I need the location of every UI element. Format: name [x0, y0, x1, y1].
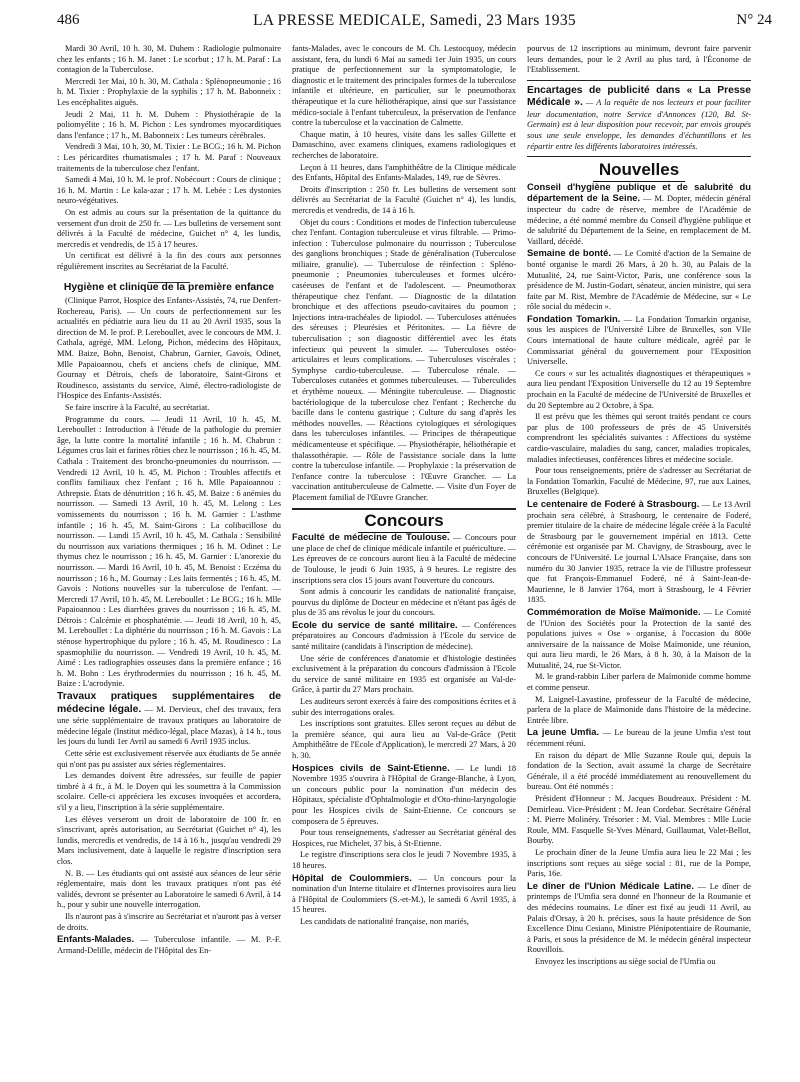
- paragraph: Mardi 30 Avril, 10 h. 30, M. Duhem : Radiologie pulmonaire chez les enfants ; 16 h. M. Janet : Le scorbut ; 17 h. M. Paraf : La contagion de la Tuberculose.: [57, 44, 281, 75]
- article-heading: Conseil d'hygiène publique et de salubrité du département de la Seine.: [527, 180, 751, 204]
- paragraph: Les demandes doivent être adressées, sur feuille de papier timbré à 4 fr., à M. le Doyen qui les soumettra à la Commission scolaire. Celle-ci appréciera les excuses invoquées et accordera, s'il y a lieu, l'inscription à la série supplémentaire.: [57, 771, 281, 812]
- paragraph: Cette série est exclusivement réservée aux étudiants de 5e année qui n'ont pas pu assister aux séries réglementaires.: [57, 749, 281, 769]
- article-body: — Le Comité d'action de la Semaine de bonté organise le mardi 26 Mars, à 20 h. 30, au Palais de la Mutualité, 24, rue Saint-Victor, Paris, une conférence sous la présidence de M. Justin-Godart, sénateur, ancien ministre, qui sera faite par M. Rist, Membre de l'Académie de Médecine, sur « Le rôle social du médecin ».: [527, 249, 751, 312]
- article-heading: Hygiène et clinique de la première enfance: [63, 282, 275, 294]
- paragraph: Programme du cours. — Jeudi 11 Avril, 10 h. 45, M. Lereboullet : Introduction à l'étude de la pathologie du premier âge, la lutte contre la mortalité infantile ; 16 h. M. Chabrun : Légumes crus lait et farines rôties chez le nourrisson ; 16 h. 45, M. Cathala : Traitement des broncho-pneumonies du nourrisson. — Vendredi 12 Avril, 10 h. 45, M. Pichon : Troubles affectifs et conflits familiaux chez l'enfant ; 16 h. Mlle Papaioannou : Athrepsie. États de dénutrition ; 16 h. 45, M. Baize : 6 anémies du nourrisson. — Samedi 13 Avril, 10 h. 45, M. Lelong : Les vomissements du nourrisson ; 16 h. M. Garnier : L'asthme infantile ; 16 h. 45, M. Saint-Girons : La colibacillose du nourrisson. — Lundi 15 Avril, 10 h. 45, M. Cathala : Sensibilité du nourrisson aux variations thermiques ; 16 h. M. Odinet : Le thymus chez le nourrisson ; 16 h. 45, M. Garnier : L'anorexie du nourrisson. — Mardi 16 Avril, 10 h. 45, M. Benoist : Eczéma du nourrisson ; 16 h., M. Gournay : Les laits fermentés ; 16 h. 45, M. Gavois : Notions nouvelles sur la tuberculose de l'enfant. — Mercredi 17 Avril, 10 h. 45, M. Lereboullet : Le BCG.; 16 h. Mlle Papaioannou : Les diarrhées graves du nourrisson ; 16 h. 45, M. Détrois : Calcémie et phosphatémie. — Jeudi 18 Avril, 10 h. 45, M. Lereboullet : La diphtérie du nourrisson ; 16 h. M. Gavois : La sténose hypertrophique du pylore ; 16 h. 45, M. Roudinesco : La spasmophilie du nourrisson. — Vendredi 19 Avril, 10 h. 45, M. Aimé : Les radiographies osseuses dans la première enfance ; 16 h. M. Bohn : Les érythrodermies du nourrisson ; 16 h. 45, M. Baize : L'acrodynie.: [57, 414, 281, 689]
- article-heading: Ecole du service de santé militaire.: [292, 618, 458, 630]
- notice-title: Encartages de publicité dans « La Presse Médicale ».: [527, 84, 751, 109]
- article-body: — Tuberculose infantile. — M. P.-F. Armand-Delille, médecin de l'Hôpital des En-: [57, 935, 281, 955]
- paragraph: Ils n'auront pas à s'inscrire au Secrétariat et n'auront pas à verser de droits.: [57, 911, 281, 932]
- paragraph: Objet du cours : Conditions et modes de l'infection tuberculeuse chez l'enfant. Contagion tuberculeuse et virus filtrable. — Primo-infection : Tuberculose pulmonaire du nourrisson ; Tuberculose des ganglions bronchiques ; Stade de généralisation (Tuberculose miliaire, granulie). — Tuberculose de réinfection : Spléno-pneumonie ; Pneumonies tuberculeuses et formes ulcéro-caséeuses de l'enfant et de l'adolescent. — Pneumothorax thérapeutique chez l'enfant. — Diagnostic de la dilatation bronchique et des affections pseudo-cavitaires du poumon ; Injections intra-trachéales de lipiodol. — Tuberculoses atténuées des séreuses ; Pleurésies et Péritonites. — La fièvre de tuberculisation ; son diagnostic différentiel avec les états infectieux qui peuvent la simuler. — Tuberculoses ostéo-articulaires et leurs complications. — Tuberculoses viscérales ; Symphyse cardio-tuberculeuse. — Tuberculose rénale. — Tuberculoses cutanées et gommes tuberculeuses. — Tuberculides et érythème noueux. — Méningite tuberculeuse. — Diagnostic bactériologique de la tuberculose chez l'enfant ; Recherche du bacille dans le contenu gastrique ; Culture du sang d'après les méthodes nouvelles. — Réactions cytologiques et sérologiques dans les tuberculoses infantiles. — Principes de thérapeutique médicamenteuse et spécifique. — Physiothérapie, héliothérapie et thalassothérapie. — Rôle de l'assistance sociale dans la lutte contre la tuberculose infantile. — Prophylaxie : la préservation de l'enfance contre la tuberculose : l'Œuvre Grancher. — La vaccination antituberculeuse de Calmette. — Visite d'un Foyer de Placement familial de l'Œuvre Grancher.: [292, 217, 516, 502]
- article-body: — M. Dopter, médecin général inspecteur du cadre de réserve, membre de l'Académie de médecine, a été nommé membre du Conseil d'hygiène publique et de salubrité du Département de la Seine, en remplacement de M. Vaillard, décédé.: [527, 194, 751, 246]
- paragraph: Sont admis à concourir les candidats de nationalité française, pourvus du diplôme de Docteur en médecine et n'étant pas âgés de plus de 35 ans révolus le jour du concours.: [292, 587, 516, 618]
- article-heading: Hôpital de Coulommiers.: [292, 871, 412, 883]
- paragraph: Envoyez les inscriptions au siège social de l'Umfia ou: [535, 956, 716, 966]
- article-body: — Le bureau de la jeune Umfia s'est tout récemment réuni.: [527, 728, 751, 749]
- paragraph: On est admis au cours sur la présentation de la quittance du versement d'un droit de 250 fr. — Les bulletins de versement sont délivrés à la Faculté de médecine, Guichet n° 4, les lundis, mercredis et vendredis, de 15 à 17 heures.: [57, 207, 281, 249]
- article-body: — Concours pour une place de chef de clinique médicale infantile et puériculture. — Les épreuves de ce concours auront lieu à la Faculté de médecine de Toulouse, le jeudi 6 Juin 1935, à 9 heures. Le registre des inscriptions sera clos 15 jours avant l'ouverture du concours.: [292, 533, 516, 585]
- article-body: — Conférences préparatoires au Concours d'admission à l'Ecole du service de santé militaire (candidats à l'inscription de médecine).: [292, 620, 516, 652]
- article-heading: Enfants-Malades.: [57, 933, 135, 945]
- paragraph: En raison du départ de Mlle Suzanne Roule qui, depuis la fondation de la Section, avait assumé la charge de Secrétaire Générale, il a été procédé immédiatement au renouvellement du bureau. Ont été nommés :: [527, 750, 751, 792]
- paragraph: Pour tous renseignements, prière de s'adresser au Secrétariat de la Fondation Tomarkin, Faculté de Médecine, 97, rue aux Laines, Bruxelles (Belgique).: [527, 466, 751, 497]
- notice-body: — A la requête de nos lecteurs et pour faciliter leur documentation, notre Service d'Annonces (120, Bd. St-Germain) est à leur disposition pour recevoir, par envois groupés sous une seule enveloppe, les demandes d'échantillons et les répartir entre les différents laboratoires intéressés.: [527, 98, 751, 151]
- article: [527, 881, 751, 956]
- section-title-nouvelles: Nouvelles: [527, 165, 751, 176]
- article-body: — Le dîner de printemps de l'Umfia sera donné en l'honneur de la Roumanie et des médecins roumains. Le dîner est fixé au jeudi 11 Avril, au Palais d'Orsay, à 20 h. précises, sous la haute présidence de Son Excellence Dinu Cesiano, Ministre Plénipotentiaire de Roumanie, à Paris, et sous la présidence de M. le médecin général inspecteur Rouvillois.: [527, 881, 751, 955]
- article-heading: Le centenaire de Foderé à Strasbourg.: [527, 497, 700, 509]
- paragraph: Une série de conférences d'anatomie et d'histologie destinées exclusivement à la préparation du concours d'admission à l'Ecole du service de santé militaire en 1935 est organisée au Val-de-Grâce, à partir du 27 Mars prochain.: [292, 653, 516, 695]
- article: [527, 607, 751, 672]
- column-1: [57, 44, 281, 1074]
- paragraph: Le prochain dîner de la Jeune Umfia aura lieu le 22 Mai ; les inscriptions sont reçues au siège social : 81, rue de la Pompe, Paris, 16e.: [527, 847, 751, 879]
- paragraph: Se faire inscrire à la Faculté, au secrétariat.: [65, 403, 210, 412]
- article-body: — Un concours pour la nomination d'un Interne titulaire et d'Internes provisoires aura lieu à l'Hôpital de Coulommiers (S.-et-M.), le samedi 6 Avril 1935, à 15 heures.: [292, 873, 516, 915]
- rule: [292, 508, 516, 510]
- article-heading: Hospices civils de Saint-Etienne.: [292, 761, 450, 773]
- article: [527, 499, 751, 606]
- paragraph: Un certificat est délivré à la fin des cours aux personnes régulièrement inscrites au Secrétariat de la Faculté.: [57, 251, 281, 271]
- article: [527, 314, 751, 368]
- page-number: 486: [57, 12, 80, 28]
- article-heading: Faculté de médecine de Toulouse.: [292, 531, 450, 543]
- advertising-notice-box: [527, 80, 751, 157]
- paragraph: pourvus de 12 inscriptions au minimum, devront faire parvenir leurs demandes, pour le 2 Avril au plus tard, à l'Économe de l'Etablissement.: [527, 44, 751, 75]
- paragraph: M. Laignel-Lavastine, professeur de la Faculté de médecine, parlera de la place de Maïmonide dans l'histoire de la médecine. Entrée libre.: [527, 694, 751, 725]
- article-body: — Le lundi 18 Novembre 1935 s'ouvrira à l'Hôpital de Grange-Blanche, à Lyon, un concours public pour la nomination d'un médecin des Hôpitaux, spécialiste d'Ophtalmologie et d'Oto-rhino-laryngologie pour les Hospices civils de Saint-Etienne. Ce concours se composera de 5 épreuves.: [292, 763, 516, 826]
- article-body: — M. Dervieux, chef des travaux, fera une série supplémentaire de travaux pratiques au laboratoire de médecine légale (Institut médico-légal, place Mazas), à 14 h., tous les jours du lundi 1er Avril au samedi 6 Avril 1935 inclus.: [57, 704, 281, 747]
- article: [57, 691, 281, 748]
- article: [292, 532, 516, 586]
- paragraph: Ce cours « sur les actualités diagnostiques et thérapeutiques » aura lieu pendant l'Exposition Universelle du 12 au 19 Septembre prochain en la Faculté de médecine de l'Université de Bruxelles et du 20 Septembre au 2 Octobre, à Spa.: [527, 368, 751, 410]
- paragraph: Il est prévu que les thèmes qui seront traités pendant ce cours par plus de 100 professeurs de près de 45 Universités comprendront les spécialités suivantes : Affections du système cardio-vasculaire, maladies du sang, cancer, maladies tropicales, maladies infectieuses, conférences libres et médecine sociale.: [527, 412, 751, 464]
- paragraph: Chaque matin, à 10 heures, visite dans les salles Gillette et Damaschino, avec examens cliniques, examens radiologiques et recherches de laboratoire.: [292, 129, 516, 160]
- paragraph: Le registre d'inscriptions sera clos le jeudi 7 Novembre 1935, à 18 heures.: [292, 850, 516, 870]
- paragraph: fants-Malades, avec le concours de M. Ch. Lestocquoy, médecin assistant, fera, du lundi 6 Mai au samedi 1er Juin 1935, un cours pratique de perfectionnement sur la symptomatologie, le diagnostic et le traitement des principales formes de la tuberculose infantile et ultérieure, en particulier, sur le pneumothorax thérapeutique et la cure héliothérapique, ainsi que sur l'assistance médico-sociale à l'enfant tuberculeux, la préservation de l'enfance contre la tuberculose et la vaccination de Calmette.: [292, 44, 516, 128]
- paragraph: Droits d'inscription : 250 fr. Les bulletins de versement sont délivrés au Secrétariat de la Faculté (Guichet n° 4), les lundis, mercredis et vendredis, de 14 à 16 h.: [292, 184, 516, 215]
- paragraph: M. le grand-rabbin Liber parlera de Maïmonide comme homme et comme penseur.: [527, 672, 751, 693]
- paragraph: (Clinique Parrot, Hospice des Enfants-Assistés, 74, rue Denfert-Rochereau, Paris). — Un cours de perfectionnement sur les actualités en pédiatrie aura lieu du 11 au 20 Avril 1935, sous la direction de M. le prof. P. Lereboullet, avec le concours de MM. J. Cathala, agrégé, MM. Lelong, Pichon, médecins des Hôpitaux, MM. Baize, Bohn, Benoist, Chabrun, Garnier, Gavois, Odinet, Mlle Papaioannou, chefs et anciens chefs de clinique, MM. Gournay et Détrois, chefs de laboratoire, Saint-Girons et Roudinesco, assistants du service, Aimé, électro-radiologiste de l'Hospice des Enfants-Assistés.: [57, 296, 281, 401]
- publication-title: LA PRESSE MEDICALE, Samedi, 23 Mars 1935: [253, 12, 576, 29]
- column-2: [292, 44, 516, 1074]
- article-body: — La Fondation Tomarkin organise, sous les auspices de l'Université Libre de Bruxelles, son VIIe Cours international de haute culture médicale, agréé par le Commissariat général du gouvernement pour l'Exposition Universelle.: [527, 314, 751, 367]
- article-body: — Le 13 Avril prochain sera célébré, à Strasbourg, le centenaire de Foderé, premier titulaire de la chaire de médecine légale créée à la Faculté de Strasbourg par le gouvernement impérial en 1813. Cette cérémonie est organisée par M. Chavigny, de Strasbourg, avec le concours de l'Université. Le journal L'Alsace Française, dans son numéro du 30 Janvier 1935, retrace la vie de l'illustre professeur que fut François-Emmanuel Foderé, né à Saint-Jean-de-Maurienne, le 8 Janvier 1764, mort à Strasbourg, le 4 Février 1835.: [527, 499, 751, 605]
- article: [292, 873, 516, 916]
- paragraph: N. B. — Les étudiants qui ont assisté aux séances de leur série réglementaire, mais dont les travaux pratiques n'ont pas été validés, devront se présenter au Laboratoire le samedi 6 Avril, à 14 h., pour y subir une nouvelle interrogation.: [57, 868, 281, 910]
- article: [292, 620, 516, 653]
- paragraph: Les élèves verseront un droit de laboratoire de 100 fr. en s'inscrivant, après autorisation, au Secrétariat (Guichet n° 4), les lundis, mercredis et vendredis, de 14 à 16 h., jusqu'au vendredi 29 Mars inclusivement, date à laquelle le registre d'inscription sera clos.: [57, 814, 281, 866]
- article-heading: Semaine de bonté.: [527, 247, 611, 259]
- paragraph: Les candidats de nationalité française, non mariés,: [300, 916, 469, 926]
- paragraph: Les inscriptions sont gratuites. Elles seront reçues au début de la première séance, qui aura lieu au Val-de-Grâce (Petit Amphithéâtre de l'Ecole d'Application), le mercredi 27 Mars, à 20 h. 30.: [292, 719, 516, 760]
- paragraph: Pour tous renseignements, s'adresser au Secrétariat général des Hospices, rue Michelet, 37 bis, à St-Etienne.: [292, 828, 516, 848]
- article: [527, 248, 751, 313]
- paragraph: Leçon à 11 heures, dans l'amphithéâtre de la Clinique médicale des Enfants, Hôpital des Enfants-Malades, 149, rue de Sèvres.: [292, 162, 516, 183]
- paragraph: Mercredi 1er Mai, 10 h. 30, M. Cathala : Splénopneumonie ; 16 h. M. Tixier : Prophylaxie de la syphilis ; 17 h. M. Babonneix : Les encéphalites aiguës.: [57, 76, 281, 107]
- article: [527, 182, 751, 248]
- article-heading: La jeune Umfia.: [527, 726, 600, 738]
- paragraph: Samedi 4 Mai, 10 h. M. le prof. Nobécourt : Cours de clinique ; 16 h. M. Martin : Le kala-azar ; 17 h. M. Lebée : Les dystonies neuro-végétatives.: [57, 175, 281, 206]
- issue-number: N° 24: [736, 12, 772, 28]
- page-header: [57, 12, 772, 34]
- article-body: — Le Comité de l'Union des Sociétés pour la Protection de la santé des populations juives « Ose » organise, à l'occasion du 800e anniversaire de la naissance de Moïse Maïmonide, une réunion, qui aura lieu mardi, le 26 Mars, à 8 h. 30, à la Maison de la Mutualité, 24, rue St-Victor.: [527, 607, 751, 670]
- article-heading: Commémoration de Moïse Maïmonide.: [527, 605, 701, 617]
- article: [57, 934, 281, 956]
- paragraph: Les auditeurs seront exercés à faire des compositions écrites et à subir des interrogations orales.: [292, 697, 516, 717]
- separator: [57, 276, 281, 278]
- section-title-concours: Concours: [292, 516, 516, 527]
- paragraph: Vendredi 3 Mai, 10 h. 30, M. Tixier : Le BCG.; 16 h. M. Pichon : Les péricardites rhumatismales ; 17 h. M. Paraf : Nouveaux traitements de la tuberculose chez l'enfant.: [57, 142, 281, 173]
- article: [292, 763, 516, 828]
- article: [527, 727, 751, 749]
- article-heading: Fondation Tomarkin.: [527, 312, 621, 324]
- column-3: [527, 44, 751, 1074]
- paragraph: Jeudi 2 Mai, 11 h. M. Duhem : Physiothérapie de la poliomyélite ; 16 h. M. Pichon : Les syndromes myocarditiques dans l'enfance ; 17 h., M. Babonneix : Les tumeurs cérébrales.: [57, 109, 281, 140]
- article-heading: Le dîner de l'Union Médicale Latine.: [527, 879, 694, 891]
- article-heading: Travaux pratiques supplémentaires de médecine légale.: [57, 691, 281, 715]
- paragraph: Président d'Honneur : M. Jacques Boudreaux. Président : M. Demirleau. Vice-Président : M. Jean Cordebar. Secrétaire Général : M. Pierre Molinéry. Trésorier : M. Vial. Membres : Mlle Lucie Roule, MM. Fasquelle St-Yves Ménard, Guillaumat, Valet-Bellot, Bourby.: [527, 794, 751, 846]
